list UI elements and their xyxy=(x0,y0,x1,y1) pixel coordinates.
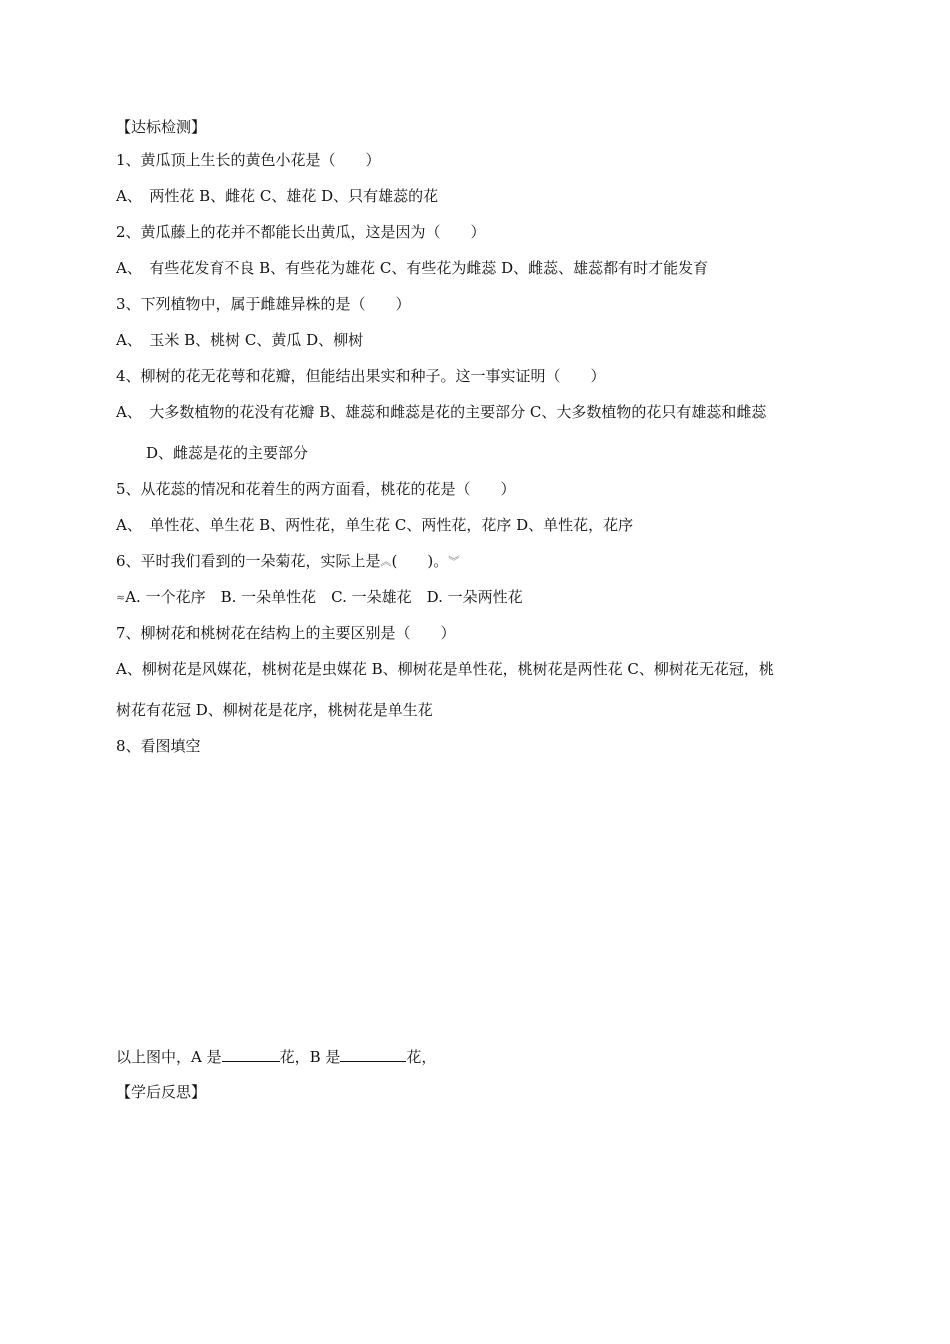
question-7-options-line2: 树花有花冠 D、柳树花是花序，桃树花是单生花 xyxy=(116,701,433,719)
question-7-stem: 7、柳树花和桃树花在结构上的主要区别是（ ） xyxy=(116,624,456,642)
fill-mid: 花，B 是 xyxy=(279,1048,341,1066)
question-3-options: A、 玉米 B、桃树 C、黄瓜 D、柳树 xyxy=(116,331,364,349)
blank-a-field[interactable] xyxy=(222,1046,280,1062)
question-1-stem: 1、黄瓜顶上生长的黄色小花是（ ） xyxy=(116,151,381,169)
blank-b-field[interactable] xyxy=(340,1046,406,1062)
question-2-stem: 2、黄瓜藤上的花并不都能长出黄瓜，这是因为（ ） xyxy=(116,223,486,241)
question-5-options: A、 单性花、单生花 B、两性花，单生花 C、两性花，花序 D、单性花，花序 xyxy=(116,516,634,534)
double-chevron-up-icon: ︽ xyxy=(380,555,392,568)
section-heading-reflect: 【学后反思】 xyxy=(116,1083,207,1101)
question-6-stem-after: ( )。 xyxy=(391,552,449,570)
fill-in-blank-line xyxy=(116,1046,436,1067)
question-6-options xyxy=(116,587,523,608)
fill-prefix: 以上图中，A 是 xyxy=(116,1048,222,1066)
question-4-options-line2: D、雌蕊是花的主要部分 xyxy=(146,444,309,462)
double-chevron-down-icon: ︾ xyxy=(448,555,460,568)
question-4-stem: 4、柳树的花无花萼和花瓣，但能结出果实和种子。这一事实证明（ ） xyxy=(116,367,606,385)
question-5-stem: 5、从花蕊的情况和花着生的两方面看，桃花的花是（ ） xyxy=(116,480,516,498)
section-heading-check: 【达标检测】 xyxy=(116,118,207,136)
question-3-stem: 3、下列植物中，属于雌雄异株的是（ ） xyxy=(116,295,411,313)
question-6-stem xyxy=(116,551,459,572)
question-6-options-text: A. 一个花序 B. 一朵单性花 C. 一朵雄花 D. 一朵两性花 xyxy=(125,588,523,606)
question-1-options: A、 两性花 B、雌花 C、雄花 D、只有雄蕊的花 xyxy=(116,187,439,205)
scribble-mark-icon: ≈ xyxy=(116,591,126,604)
fill-suffix: 花， xyxy=(406,1048,437,1066)
question-4-options-line1: A、 大多数植物的花没有花瓣 B、雄蕊和雌蕊是花的主要部分 C、大多数植物的花只有雄蕊和雌蕊 xyxy=(116,403,767,421)
question-8-stem: 8、看图填空 xyxy=(116,737,201,755)
question-7-options-line1: A、柳树花是风媒花，桃树花是虫媒花 B、柳树花是单性花，桃树花是两性花 C、柳树花无花冠，桃 xyxy=(116,660,774,678)
question-2-options: A、 有些花发育不良 B、有些花为雄花 C、有些花为雌蕊 D、雌蕊、雄蕊都有时才能发育 xyxy=(116,259,709,277)
question-6-stem-before: 6、平时我们看到的一朵菊花，实际上是 xyxy=(116,552,381,570)
